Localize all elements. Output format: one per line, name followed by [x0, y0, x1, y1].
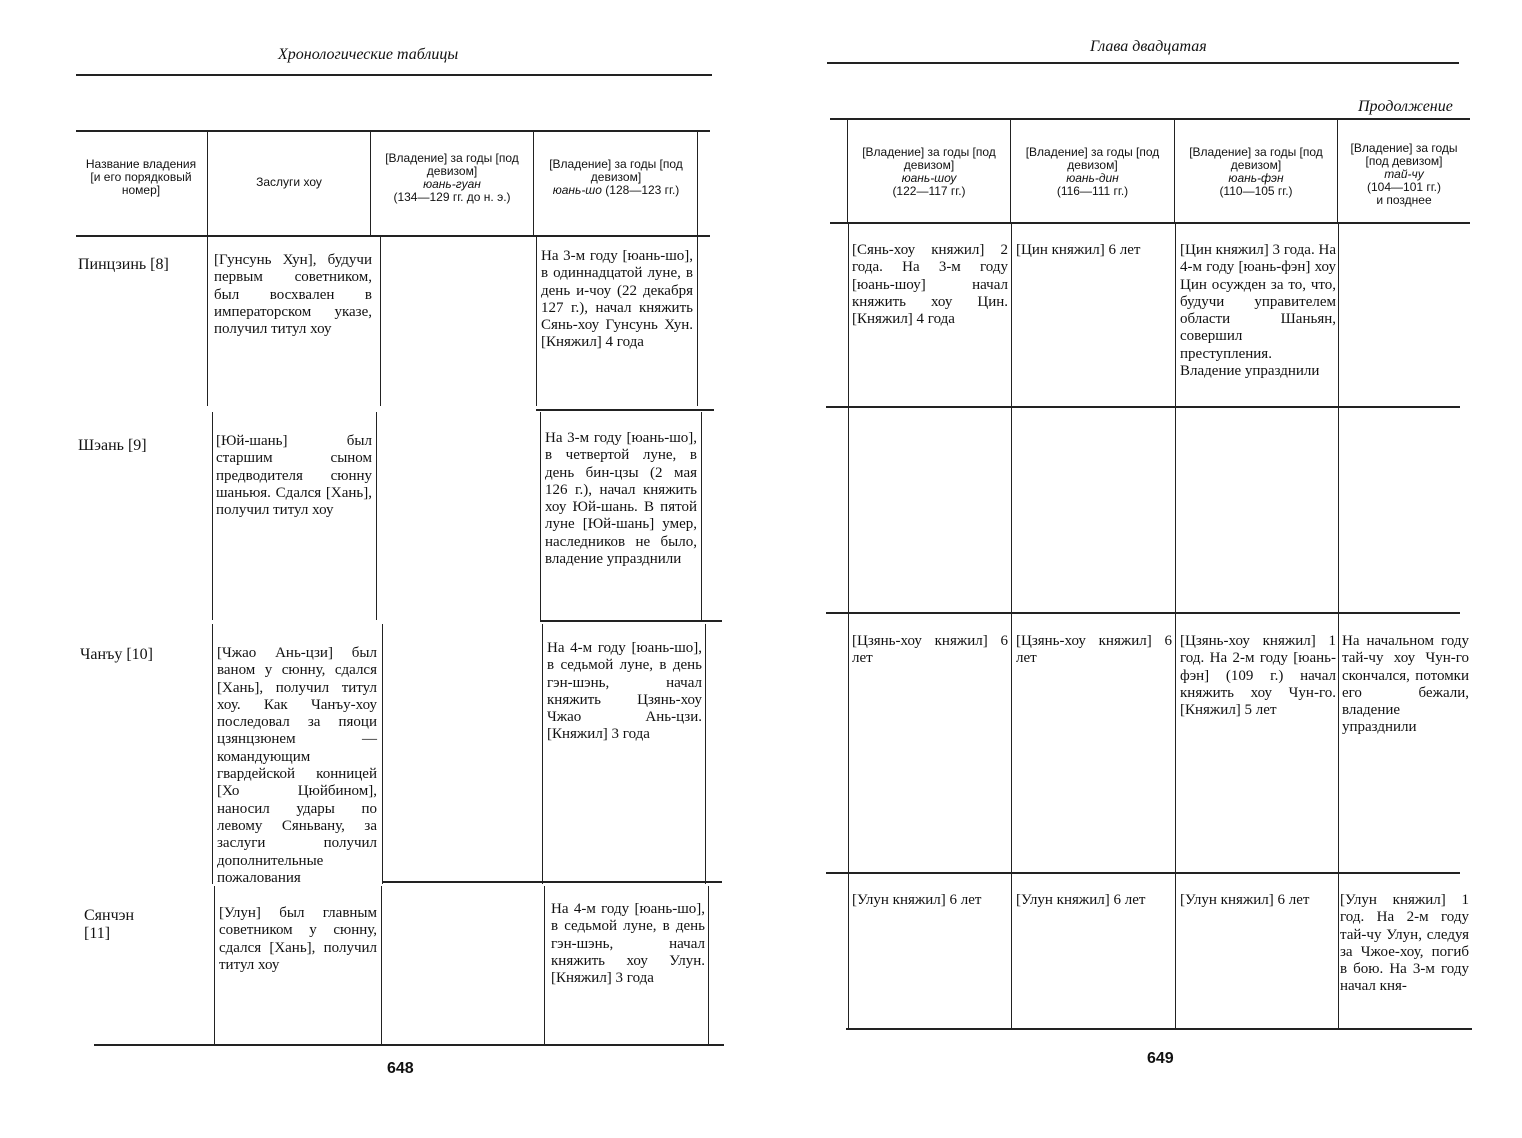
header-name: Название владения [и его порядковый номер] — [85, 157, 197, 197]
r4-yuanfeng: [Улун княжил] 6 лет — [1180, 892, 1310, 908]
row-merits-changwu: [Чжао Ань-цзи] был ваном у сюнну, сдался [Хань], получил титул хоу. Как Чанъу-хоу последовал за пяоци цзянцзюнем — командующим гвардейской конницей [Хо Цюйбином], наносил удары по левому Сяньвану, за заслуги получил дополнительные пожалования — [217, 645, 377, 886]
table-bottom-rule-right — [846, 1028, 1472, 1030]
row-name-syangcheng: Сянчэн [11] — [84, 907, 135, 942]
table-top-rule-left — [76, 130, 710, 132]
rule-top-right — [827, 62, 1459, 64]
table-top-rule-right — [830, 118, 1470, 120]
r3-yuanshou: [Цзянь-хоу княжил] 6 лет — [852, 633, 1008, 667]
r1-yuanding: [Цин княжил] 6 лет — [1016, 242, 1141, 258]
row-merits-pinjin: [Гунсунь Хун], будучи первым советником, был восхвален в императорском указе, получил титул хоу — [214, 252, 372, 338]
header-yuan-shuo: [Владение] за годы [под девизом] юань-шо (128—123 гг.) — [549, 157, 683, 197]
header-merits: Заслуги хоу — [256, 175, 322, 189]
continued-label: Продолжение — [1358, 98, 1453, 115]
table-bottom-rule-left — [94, 1044, 724, 1046]
right-page — [760, 0, 1522, 1138]
page-number-left: 648 — [387, 1060, 414, 1077]
r3-yuanfeng: [Цзянь-хоу княжил] 1 год. На 2-м году [юань-фэн] (109 г.) начал княжить хоу Чун-го. [Княжил] 5 лет — [1180, 633, 1336, 719]
header-bottom-rule-right — [830, 222, 1470, 224]
row-merits-sheyan: [Юй-шань] был старшим сыном предводителя сюнну шаньюя. Сдался [Хань], получил титул хоу — [216, 433, 372, 519]
r1-yuanfeng: [Цин княжил] 3 года. На 4-м году [юань-фэн] хоу Цин осужден за то, что, будучи управителем области Шаньян, совершил преступления. Владение упразднили — [1180, 242, 1336, 380]
header-bottom-rule-left — [76, 235, 710, 237]
running-head-right: Глава двадцатая — [1090, 38, 1207, 55]
row-name-pinjin: Пинцзинь [8] — [78, 256, 169, 273]
row-merits-syangcheng: [Улун] был главным советником у сюнну, сдался [Хань], получил титул хоу — [219, 905, 377, 973]
row-yuanshuo-syangcheng: На 4-м году [юань-шо], в седьмой луне, в день гэн-шэнь, начал княжить хоу Улун. [Княжил] 3 года — [551, 901, 705, 987]
row-yuanshuo-sheyan: На 3-м году [юань-шо], в четвертой луне, в день бин-цзы (2 мая 126 г.), начал княжить хоу Юй-шань. В пятой луне [Юй-шань] умер, наследников не было, владение упразднили — [545, 430, 697, 568]
header-tai-chu: [Владение] за годы [под девизом] тай-чу (104—101 гг.) и позднее — [1350, 141, 1458, 207]
left-page — [0, 0, 740, 1138]
row-name-sheyan: Шэань [9] — [78, 437, 147, 454]
page-number-right: 649 — [1147, 1050, 1174, 1067]
row-yuanshuo-pinjin: На 3-м году [юань-шо], в одиннадцатой луне, в день и-чоу (22 декабря 127 г.), начал княжить Сянь-хоу Гунсунь Хун. [Княжил] 4 года — [541, 248, 693, 351]
header-yuan-guan: [Владение] за годы [под девизом] юань-гуан (134—129 гг. до н. э.) — [385, 151, 519, 204]
r4-taichu: [Улун княжил] 1 год. На 2-м году тай-чу Улун, следуя за Чжое-хоу, погиб в бою. На 3-м году начал кня- — [1340, 892, 1469, 995]
r4-yuanshou: [Улун княжил] 6 лет — [852, 892, 982, 908]
row-yuanshuo-changwu: На 4-м году [юань-шо], в седьмой луне, в день гэн-шэнь, начал княжить Цзянь-хоу Чжао Ань-цзи. [Княжил] 3 года — [547, 640, 702, 743]
header-yuan-shou: [Владение] за годы [под девизом] юань-шоу (122—117 гг.) — [862, 145, 996, 198]
header-yuan-feng: [Владение] за годы [под девизом] юань-фэн (110—105 гг.) — [1189, 145, 1323, 198]
row-name-changwu: Чанъу [10] — [80, 646, 153, 663]
r1-yuanshou: [Сянь-хоу княжил] 2 года. На 3-м году [юань-шоу] начал княжить хоу Цин. [Княжил] 4 года — [852, 242, 1008, 328]
r3-taichu: На начальном году тай-чу хоу Чун-го скончался, потомки его бежали, владение упразднили — [1342, 633, 1469, 736]
rule-top-left — [76, 74, 712, 76]
header-yuan-ding: [Владение] за годы [под девизом] юань-дин (116—111 гг.) — [1025, 145, 1160, 198]
r3-yuanding: [Цзянь-хоу княжил] 6 лет — [1016, 633, 1172, 667]
running-head-left: Хронологические таблицы — [278, 46, 459, 63]
r4-yuanding: [Улун княжил] 6 лет — [1016, 892, 1146, 908]
